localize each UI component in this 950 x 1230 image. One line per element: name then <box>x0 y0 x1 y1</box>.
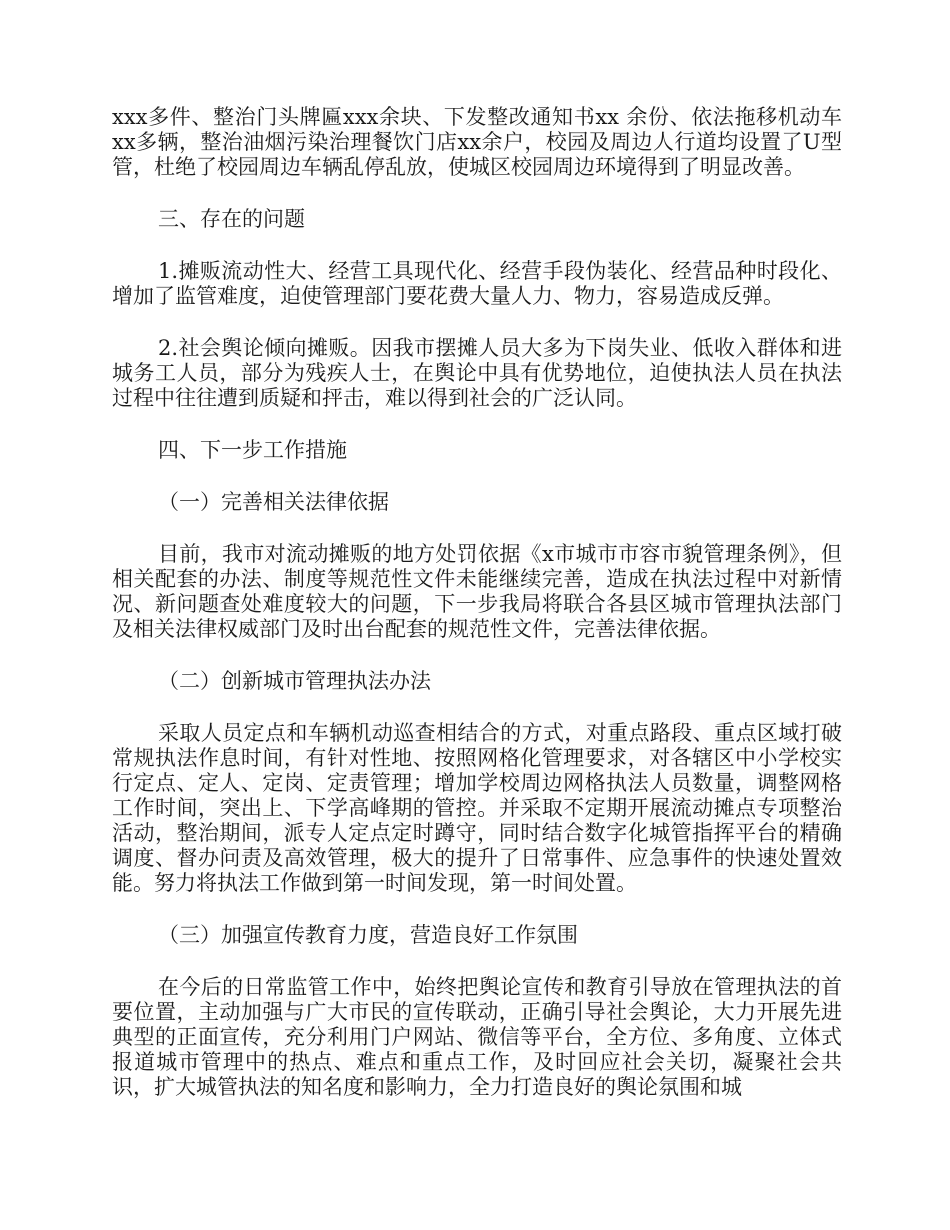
paragraph-legal-basis: 目前，我市对流动摊贩的地方处罚依据《x市城市市容市貌管理条例》，但相关配套的办法、制度等规范性文件未能继续完善，造成在执法过程中对新情况、新问题查处难度较大的问题，下一步我局将联合各县区城市管理执法部门及相关法律权威部门及时出台配套的规范性文件，完善法律依据。 <box>112 542 842 641</box>
paragraph-enforcement-methods: 采取人员定点和车辆机动巡查相结合的方式，对重点路段、重点区域打破常规执法作息时间，有针对性地、按照网格化管理要求，对各辖区中小学校实行定点、定人、定岗、定责管理；增加学校周边网格执法人员数量，调整网格工作时间，突出上、下学高峰期的管控。并采取不定期开展流动摊点专项整治活动，整治期间，派专人定点定时蹲守，同时结合数字化城管指挥平台的精确调度、督办问责及高效管理，极大的提升了日常事件、应急事件的快速处置效能。努力将执法工作做到第一时间发现，第一时间处置。 <box>112 721 842 895</box>
section-heading-problems: 三、存在的问题 <box>158 207 305 231</box>
subheading-publicity: （三）加强宣传教育力度，营造良好工作氛围 <box>158 923 578 947</box>
subheading-legal-basis: （一）完善相关法律依据 <box>158 490 389 514</box>
paragraph-continuation: xxx多件、整治门头牌匾xxx余块、下发整改通知书xx 余份、依法拖移机动车xx多辆，整治油烟污染治理餐饮门店xx余户，校园及周边人行道均设置了U型管，杜绝了校园周边车辆乱停乱放，使城区校园周边环境得到了明显改善。 <box>112 105 842 179</box>
paragraph-publicity: 在今后的日常监管工作中，始终把舆论宣传和教育引导放在管理执法的首要位置，主动加强与广大市民的宣传联动，正确引导社会舆论，大力开展先进典型的正面宣传，充分利用门户网站、微信等平台，全方位、多角度、立体式报道城市管理中的热点、难点和重点工作，及时回应社会关切，凝聚社会共识，扩大城管执法的知名度和影响力，全力打造良好的舆论氛围和城 <box>112 975 842 1099</box>
paragraph-problem-2: 2.社会舆论倾向摊贩。因我市摆摊人员大多为下岗失业、低收入群体和进城务工人员，部分为残疾人士，在舆论中具有优势地位，迫使执法人员在执法过程中往往遭到质疑和抨击，难以得到社会的广泛认同。 <box>112 336 842 410</box>
section-heading-next-steps: 四、下一步工作措施 <box>158 438 347 462</box>
subheading-enforcement-methods: （二）创新城市管理执法办法 <box>158 669 431 693</box>
paragraph-problem-1: 1.摊贩流动性大、经营工具现代化、经营手段伪装化、经营品种时段化、增加了监管难度，迫使管理部门要花费大量人力、物力，容易造成反弹。 <box>112 259 842 308</box>
document-page <box>112 105 842 1100</box>
